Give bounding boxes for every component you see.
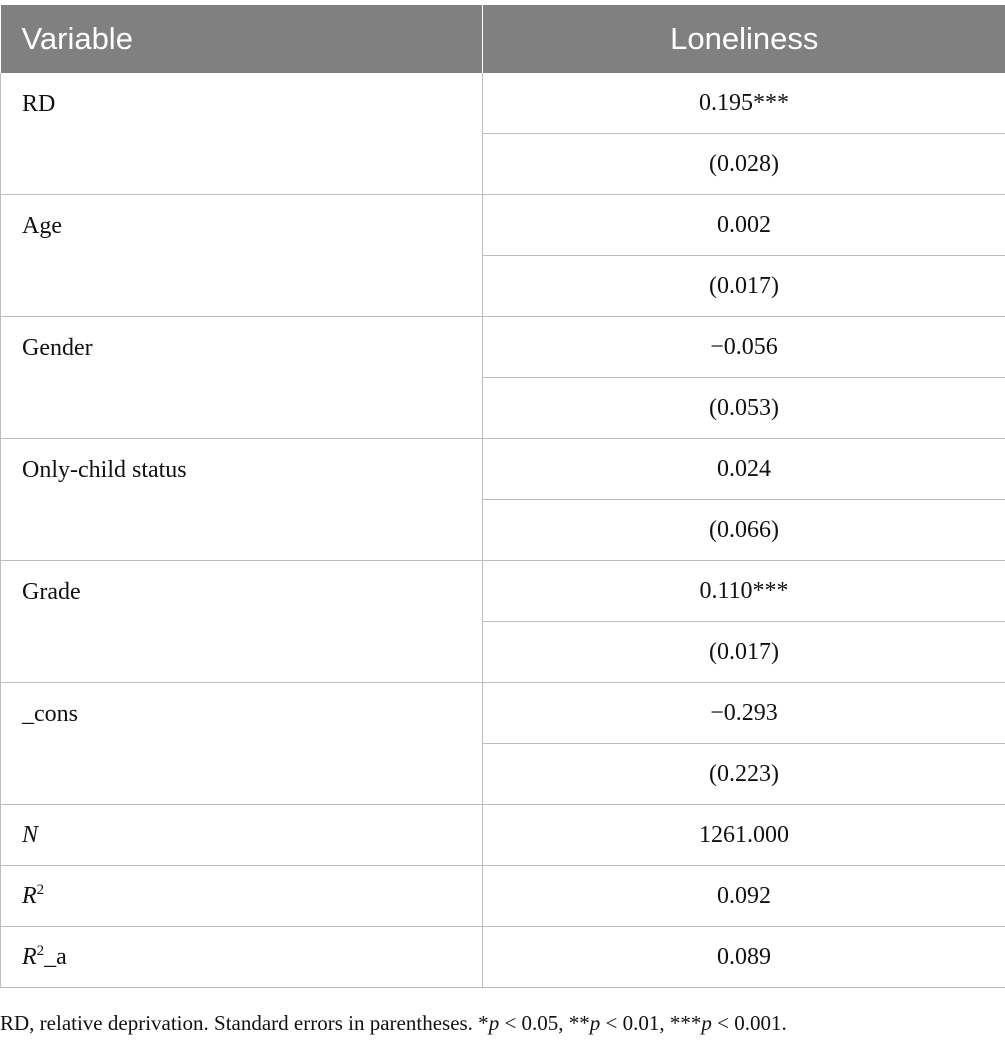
table-row — [1, 561, 1005, 622]
table-footnote — [0, 1011, 787, 1036]
variable-name-gender: Gender — [1, 317, 483, 439]
footnote-threshold: < 0.001. — [711, 1011, 787, 1035]
table-row — [1, 866, 1005, 927]
footnote-p-symbol: p — [701, 1011, 712, 1035]
stat-label-r2-adjusted — [1, 927, 483, 988]
variable-name-age: Age — [1, 195, 483, 317]
table-row — [1, 805, 1005, 866]
coefficient-cell: −0.293 — [483, 683, 1005, 744]
variable-name-cons: _cons — [1, 683, 483, 805]
stat-label-n — [1, 805, 483, 866]
standard-error-cell: (0.066) — [483, 500, 1005, 561]
standard-error-cell: (0.017) — [483, 622, 1005, 683]
table-row — [1, 73, 1005, 134]
table-row — [1, 927, 1005, 988]
stat-label-r2 — [1, 866, 483, 927]
header-variable: Variable — [1, 5, 483, 73]
regression-table — [0, 5, 1005, 988]
stat-suffix: _a — [44, 943, 67, 970]
coefficient-cell: 0.024 — [483, 439, 1005, 500]
footnote-threshold: < 0.05, ** — [499, 1011, 590, 1035]
coefficient-cell: 0.195*** — [483, 73, 1005, 134]
standard-error-cell: (0.223) — [483, 744, 1005, 805]
table-row — [1, 683, 1005, 744]
footnote-lead: RD, relative deprivation. Standard errors in parentheses. * — [0, 1011, 489, 1035]
table-row — [1, 195, 1005, 256]
stat-superscript: 2 — [36, 942, 45, 959]
stat-symbol: N — [22, 821, 39, 848]
stat-symbol: R — [22, 943, 37, 970]
stat-symbol: R — [22, 882, 37, 909]
standard-error-cell: (0.053) — [483, 378, 1005, 439]
footnote-threshold: < 0.01, *** — [600, 1011, 702, 1035]
stat-superscript: 2 — [36, 881, 45, 898]
coefficient-cell: −0.056 — [483, 317, 1005, 378]
stat-value: 1261.000 — [483, 805, 1005, 866]
standard-error-cell: (0.028) — [483, 134, 1005, 195]
header-row — [1, 5, 1005, 73]
stat-value: 0.092 — [483, 866, 1005, 927]
variable-name-only-child: Only-child status — [1, 439, 483, 561]
header-loneliness: Loneliness — [483, 5, 1005, 73]
standard-error-cell: (0.017) — [483, 256, 1005, 317]
coefficient-cell: 0.002 — [483, 195, 1005, 256]
stat-value: 0.089 — [483, 927, 1005, 988]
footnote-p-symbol: p — [488, 1011, 500, 1035]
footnote-p-symbol: p — [589, 1011, 601, 1035]
coefficient-cell: 0.110*** — [483, 561, 1005, 622]
table-row — [1, 439, 1005, 500]
variable-name-grade: Grade — [1, 561, 483, 683]
table-row — [1, 317, 1005, 378]
variable-name-rd: RD — [1, 73, 483, 195]
